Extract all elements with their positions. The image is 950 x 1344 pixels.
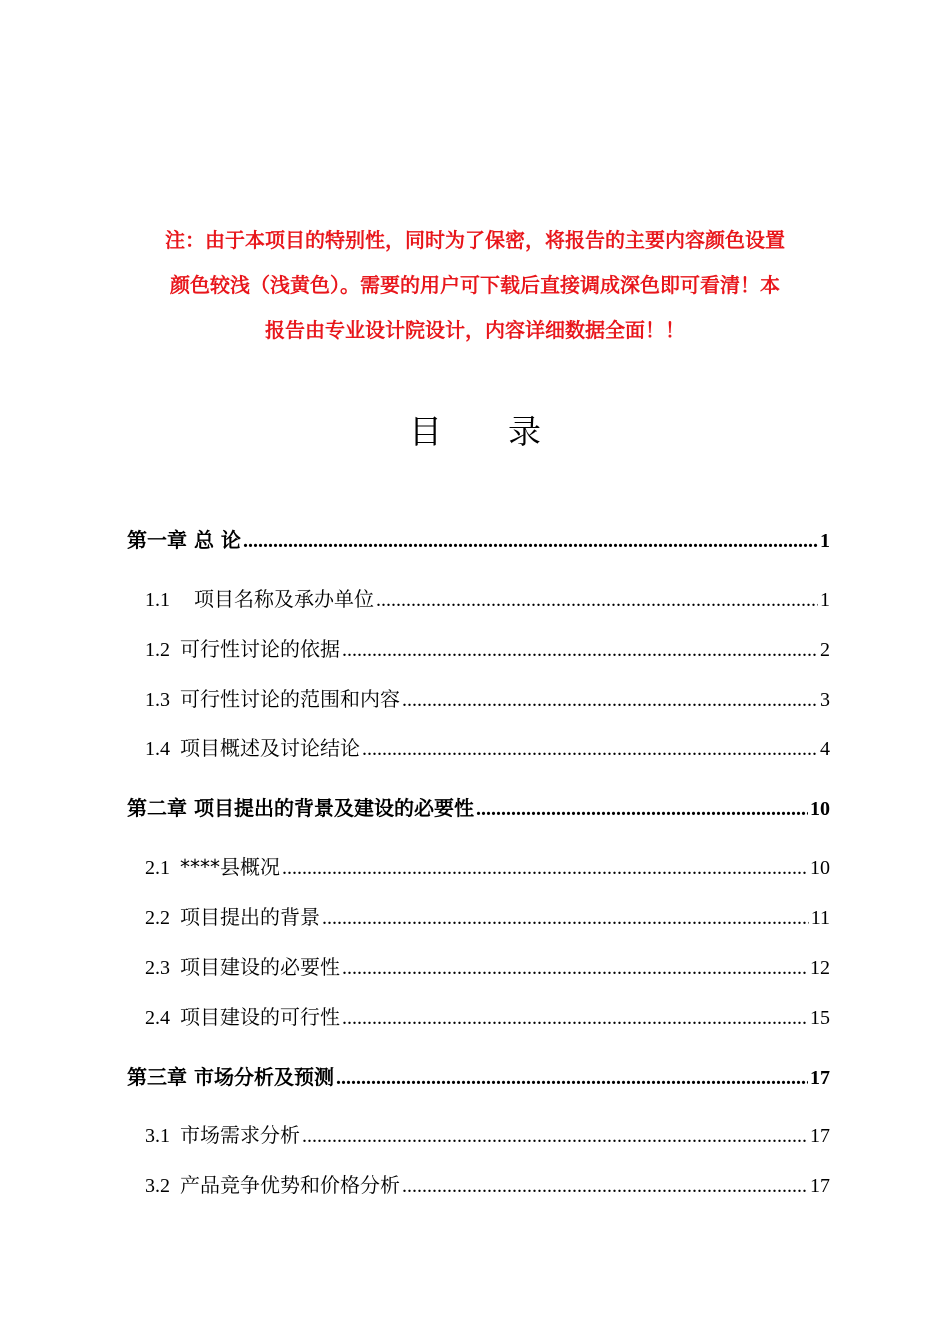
toc-page-number: 2 <box>820 639 830 661</box>
toc-page-number: 1 <box>820 589 830 611</box>
toc-section-1-3[interactable] <box>145 684 830 714</box>
toc-section-label: 项目建设的可行性 <box>180 1005 340 1029</box>
toc-section-2-3[interactable] <box>145 952 830 982</box>
toc-title-char-2: 录 <box>508 412 541 451</box>
toc-leader-dots <box>243 526 818 555</box>
toc-section-label: 市场需求分析 <box>180 1123 300 1147</box>
toc-leader-dots <box>376 585 818 614</box>
toc-section-1-2[interactable] <box>145 634 830 664</box>
toc-page-number: 10 <box>810 857 830 879</box>
toc-section-label: 可行性讨论的依据 <box>180 637 340 661</box>
toc-section-2-4[interactable] <box>145 1002 830 1032</box>
toc-section-number: 2.2 <box>145 907 170 929</box>
toc-section-3-2[interactable] <box>145 1170 830 1200</box>
toc-section-1-1[interactable] <box>145 584 830 614</box>
toc-section-1-4[interactable] <box>145 733 830 763</box>
toc-section-number: 1.3 <box>145 689 170 711</box>
toc-section-number: 2.1 <box>145 857 170 879</box>
toc-section-number: 3.2 <box>145 1175 170 1197</box>
toc-leader-dots <box>342 953 808 982</box>
toc-chapter-1[interactable] <box>127 525 830 555</box>
toc-section-number: 3.1 <box>145 1125 170 1147</box>
toc-title <box>0 408 950 456</box>
toc-leader-dots <box>402 685 818 714</box>
toc-leader-dots <box>342 1003 808 1032</box>
toc-chapter-label: 第三章 市场分析及预测 <box>127 1065 334 1089</box>
toc-leader-dots <box>322 903 809 932</box>
toc-chapter-label: 第二章 项目提出的背景及建设的必要性 <box>127 796 474 820</box>
toc-section-2-2[interactable] <box>145 902 830 932</box>
toc-section-label: 项目名称及承办单位 <box>194 587 374 611</box>
toc-section-label: 项目建设的必要性 <box>180 955 340 979</box>
toc-leader-dots <box>402 1171 808 1200</box>
toc-section-number: 2.4 <box>145 1007 170 1029</box>
toc-page-number: 4 <box>820 738 830 760</box>
toc-section-number: 1.2 <box>145 639 170 661</box>
toc-section-number: 1.1 <box>145 589 170 611</box>
toc-page-number: 12 <box>810 957 830 979</box>
toc-section-label: 产品竞争优势和价格分析 <box>180 1173 400 1197</box>
toc-page-number: 11 <box>810 907 830 929</box>
toc-page-number: 3 <box>820 689 830 711</box>
toc-page-number: 17 <box>810 1175 830 1197</box>
toc-section-number: 1.4 <box>145 738 170 760</box>
toc-leader-dots <box>336 1063 808 1092</box>
notice-line-3: 报告由专业设计院设计，内容详细数据全面！！ <box>265 318 685 342</box>
toc-leader-dots <box>476 794 808 823</box>
toc-section-2-1[interactable] <box>145 852 830 882</box>
toc-section-3-1[interactable] <box>145 1120 830 1150</box>
notice-line-1: 注：由于本项目的特别性，同时为了保密，将报告的主要内容颜色设置 <box>165 228 785 252</box>
toc-page-number: 15 <box>810 1007 830 1029</box>
toc-section-number: 2.3 <box>145 957 170 979</box>
toc-leader-dots <box>282 853 808 882</box>
toc-section-label: 项目提出的背景 <box>180 905 320 929</box>
toc-chapter-label: 第一章 总 论 <box>127 528 241 552</box>
toc-leader-dots <box>342 635 818 664</box>
toc-section-label: 项目概述及讨论结论 <box>180 736 360 760</box>
toc-page-number: 1 <box>820 530 830 552</box>
toc-title-char-1: 目 <box>409 412 442 451</box>
toc-page-number: 10 <box>810 798 830 820</box>
toc-section-label: 可行性讨论的范围和内容 <box>180 687 400 711</box>
toc-page-number: 17 <box>810 1067 830 1089</box>
confidentiality-notice <box>120 218 830 353</box>
toc-section-label: ****县概况 <box>180 855 280 879</box>
toc-leader-dots <box>362 734 818 763</box>
notice-line-2: 颜色较浅（浅黄色）。需要的用户可下载后直接调成深色即可看清！本 <box>170 273 780 297</box>
toc-page-number: 17 <box>810 1125 830 1147</box>
toc-leader-dots <box>302 1121 808 1150</box>
toc-chapter-3[interactable] <box>127 1062 830 1092</box>
toc-chapter-2[interactable] <box>127 793 830 823</box>
